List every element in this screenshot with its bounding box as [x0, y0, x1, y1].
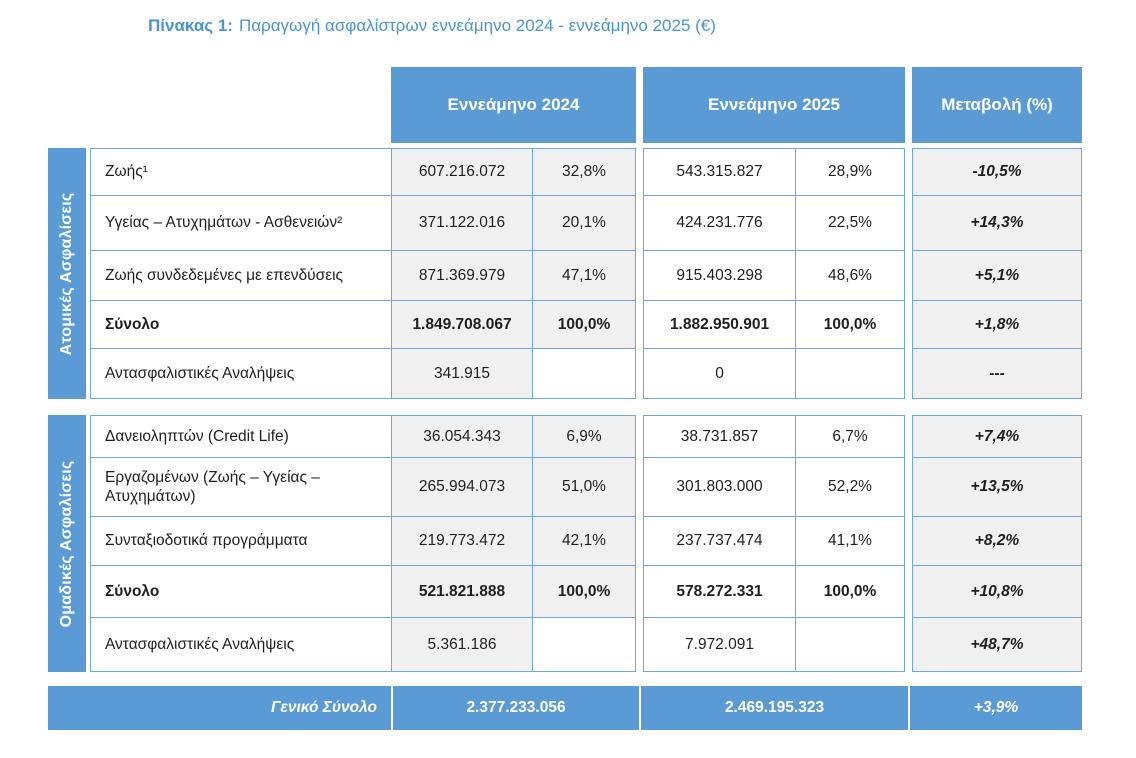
row-label: Αντασφαλιστικές Αναλήψεις	[90, 348, 392, 399]
section-group	[48, 415, 1082, 672]
row-label: Συνταξιοδοτικά προγράμματα	[90, 516, 392, 566]
change-pct: +7,4%	[912, 415, 1082, 458]
value-2025: 0	[643, 348, 796, 399]
table-row	[90, 148, 1082, 196]
pct-2025: 41,1%	[795, 516, 905, 566]
column-gap	[636, 67, 643, 143]
table-row	[90, 195, 1082, 251]
pct-2025: 6,7%	[795, 415, 905, 458]
row-label: Σύνολο	[90, 565, 392, 618]
value-2025: 7.972.091	[643, 617, 796, 672]
pct-2025	[795, 348, 905, 399]
change-pct: +48,7%	[912, 617, 1082, 672]
value-2025: 38.731.857	[643, 415, 796, 458]
page-title	[148, 16, 716, 36]
value-2024: 1.849.708.067	[391, 300, 533, 349]
table-row-total	[90, 565, 1082, 618]
table-title-text: Παραγωγή ασφαλίστρων εννεάμηνο 2024 - εννεάμηνο 2025 (€)	[238, 16, 716, 35]
column-gap	[905, 67, 912, 143]
value-2025: 424.231.776	[643, 195, 796, 251]
section-band-group	[48, 415, 86, 672]
section-individual	[48, 148, 1082, 399]
change-pct: +1,8%	[912, 300, 1082, 349]
grand-total-change: +3,9%	[973, 699, 1019, 716]
value-2024: 265.994.073	[391, 457, 533, 517]
column-header-2024: Εννεάμηνο 2024	[391, 67, 636, 143]
change-pct: +5,1%	[912, 250, 1082, 301]
section-band-label: Ομαδικές Ασφαλίσεις	[58, 460, 75, 627]
pct-2024: 47,1%	[532, 250, 636, 301]
row-label: Ζωής συνδεδεμένες με επενδύσεις	[90, 250, 392, 301]
grand-total-2024: 2.377.233.056	[466, 699, 566, 716]
pct-2024: 51,0%	[532, 457, 636, 517]
row-label: Σύνολο	[90, 300, 392, 349]
value-2024: 36.054.343	[391, 415, 533, 458]
value-2024: 219.773.472	[391, 516, 533, 566]
pct-2025: 100,0%	[795, 300, 905, 349]
value-2024: 371.122.016	[391, 195, 533, 251]
table-row	[90, 516, 1082, 566]
value-2024: 607.216.072	[391, 148, 533, 196]
pct-2024	[532, 348, 636, 399]
table-row-reinsurance	[90, 617, 1082, 672]
value-2025: 543.315.827	[643, 148, 796, 196]
table-row-reinsurance	[90, 348, 1082, 399]
value-2024: 871.369.979	[391, 250, 533, 301]
pct-2024: 32,8%	[532, 148, 636, 196]
row-label: Ζωής¹	[90, 148, 392, 196]
table-row	[90, 415, 1082, 458]
table-row	[90, 457, 1082, 517]
change-pct: +14,3%	[912, 195, 1082, 251]
pct-2025: 52,2%	[795, 457, 905, 517]
pct-2025: 22,5%	[795, 195, 905, 251]
grand-total-row	[48, 686, 1082, 730]
value-2025: 237.737.474	[643, 516, 796, 566]
table-number-label: Πίνακας 1:	[148, 16, 233, 35]
value-2025: 578.272.331	[643, 565, 796, 618]
value-2024: 341.915	[391, 348, 533, 399]
value-2024: 5.361.186	[391, 617, 533, 672]
pct-2024: 100,0%	[532, 300, 636, 349]
change-pct: +10,8%	[912, 565, 1082, 618]
value-2024: 521.821.888	[391, 565, 533, 618]
premiums-table	[48, 67, 1082, 730]
pct-2024: 20,1%	[532, 195, 636, 251]
column-header-2025: Εννεάμηνο 2025	[643, 67, 905, 143]
pct-2025	[795, 617, 905, 672]
table-row-total	[90, 300, 1082, 349]
change-pct: -10,5%	[912, 148, 1082, 196]
row-label: Υγείας – Ατυχημάτων - Ασθενειών²	[90, 195, 392, 251]
value-2025: 1.882.950.901	[643, 300, 796, 349]
pct-2025: 100,0%	[795, 565, 905, 618]
section-band-individual	[48, 148, 86, 399]
change-pct: +8,2%	[912, 516, 1082, 566]
pct-2024	[532, 617, 636, 672]
row-label: Εργαζομένων (Ζωής – Υγείας – Ατυχημάτων)	[90, 457, 392, 517]
pct-2024: 100,0%	[532, 565, 636, 618]
row-label: Δανειοληπτών (Credit Life)	[90, 415, 392, 458]
change-pct: +13,5%	[912, 457, 1082, 517]
change-pct: ---	[912, 348, 1082, 399]
pct-2025: 28,9%	[795, 148, 905, 196]
value-2025: 915.403.298	[643, 250, 796, 301]
table-row	[90, 250, 1082, 301]
pct-2024: 42,1%	[532, 516, 636, 566]
table-header-row	[48, 67, 1082, 143]
pct-2024: 6,9%	[532, 415, 636, 458]
value-2025: 301.803.000	[643, 457, 796, 517]
section-band-label: Ατομικές Ασφαλίσεις	[58, 192, 75, 355]
row-label: Αντασφαλιστικές Αναλήψεις	[90, 617, 392, 672]
column-header-change: Μεταβολή (%)	[912, 67, 1082, 143]
pct-2025: 48,6%	[795, 250, 905, 301]
header-spacer	[48, 67, 391, 143]
grand-total-2025: 2.469.195.323	[724, 699, 825, 716]
grand-total-label: Γενικό Σύνολο	[270, 699, 377, 716]
